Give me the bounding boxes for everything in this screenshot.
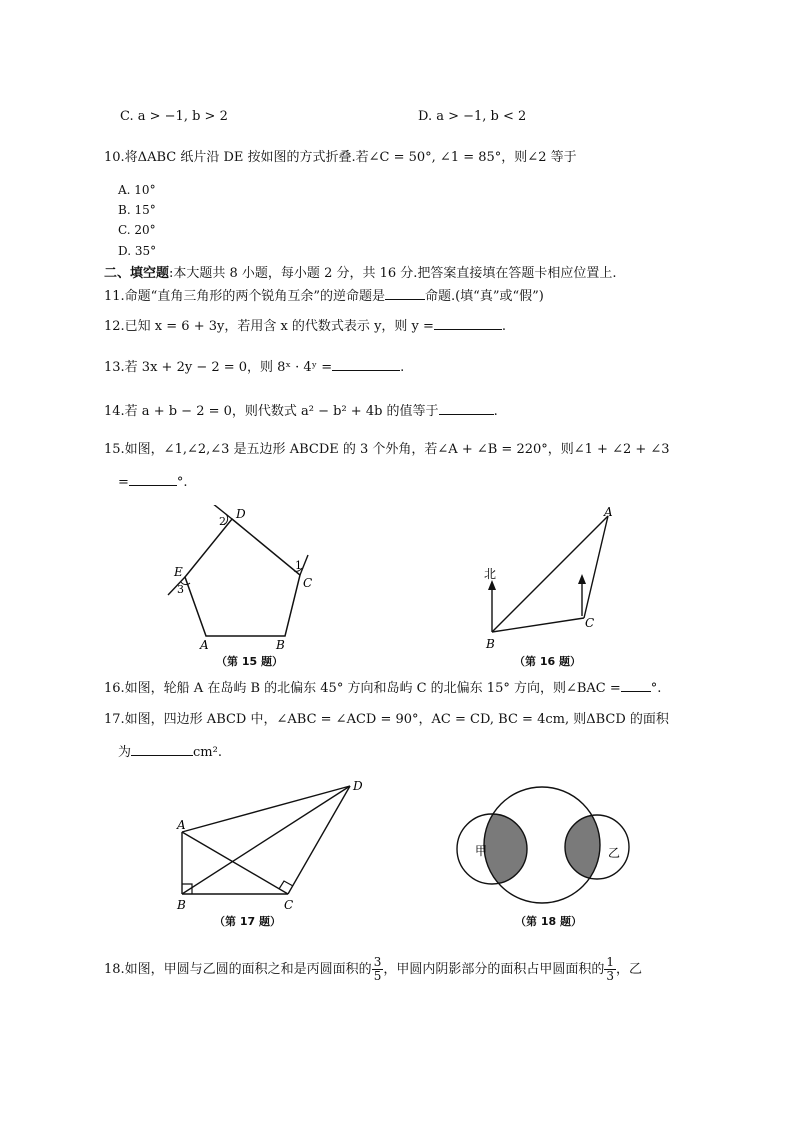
q18-part1: 18.如图，甲圆与乙圆的面积之和是丙圆面积的 [104, 962, 372, 977]
label-a: A [604, 505, 613, 519]
q16 [104, 679, 661, 698]
figure-16-bearing [470, 502, 630, 654]
label-jia: 甲 [475, 844, 488, 858]
north-arrow-b-icon [488, 580, 496, 590]
q11-text: 11.命题“直角三角形的两个锐角互余”的逆命题是 [104, 289, 385, 304]
diagonal-bd [182, 786, 350, 894]
label-1: 1 [295, 559, 302, 572]
q14 [104, 402, 498, 421]
section-2-instructions: :本大题共 8 小题，每小题 2 分，共 16 分.把答案直接填在答题卡相应位置上. [169, 266, 617, 281]
q10-option-a: A. 10° [118, 183, 156, 197]
figure-17-caption: （第 17 题） [214, 915, 281, 928]
q16-tail: °. [650, 681, 662, 696]
q11-answer-blank[interactable] [385, 287, 425, 300]
line-ba [492, 516, 608, 632]
side-cd [288, 786, 350, 894]
label-b: B [177, 898, 186, 912]
q17-text: 17.如图，四边形 ABCD 中，∠ABC = ∠ACD = 90°，AC = CD, BC = 4cm, 则ΔBCD 的面积 [104, 712, 669, 727]
q11 [104, 287, 544, 306]
q12-answer-blank[interactable] [434, 317, 502, 330]
q17-line2 [118, 743, 222, 762]
q15-eq: = [118, 475, 129, 490]
figure-15-pentagon [160, 505, 330, 675]
q11-tail: 命题.(填“真”或“假”) [424, 289, 544, 304]
q16-text: 16.如图，轮船 A 在岛屿 B 的北偏东 45° 方向和岛屿 C 的北偏东 15° 方向，则∠BAC = [104, 681, 621, 696]
label-a: A [200, 638, 209, 652]
label-yi: 乙 [608, 846, 621, 860]
label-e: E [174, 565, 183, 579]
q10-option-c: C. 20° [118, 223, 156, 237]
q12-tail: . [501, 319, 507, 334]
q13-tail: . [400, 360, 405, 375]
figure-18-circles [450, 785, 635, 910]
q10-stem: 10.将ΔABC 纸片沿 DE 按如图的方式折叠.若∠C = 50°, ∠1 = 85°，则∠2 等于 [104, 150, 577, 165]
q12-text: 12.已知 x = 6 + 3y，若用含 x 的代数式表示 y，则 y = [104, 319, 434, 334]
q17-prefix: 为 [118, 745, 132, 760]
q15-answer-blank[interactable] [129, 473, 177, 486]
label-c: C [284, 898, 294, 912]
q10-option-b: B. 15° [118, 203, 156, 217]
q18-fraction-1 [372, 956, 384, 983]
q18 [104, 955, 642, 985]
label-2: 2 [219, 515, 226, 528]
section-2-header [104, 265, 617, 283]
figure-16-caption: （第 16 题） [514, 655, 581, 668]
q14-answer-blank[interactable] [439, 402, 494, 415]
figure-15-caption: （第 15 题） [216, 655, 283, 668]
label-3: 3 [177, 583, 184, 596]
pentagon-shape [185, 519, 300, 636]
q18-part3: ，乙 [615, 962, 642, 977]
fraction-1-numerator: 3 [373, 955, 382, 969]
q15-text: 15.如图，∠1,∠2,∠3 是五边形 ABCDE 的 3 个外角，若∠A + ∠B = 220°，则∠1 + ∠2 + ∠3 [104, 442, 670, 457]
label-d: D [236, 507, 246, 521]
q12 [104, 317, 506, 336]
label-a: A [177, 818, 186, 832]
side-ad [182, 786, 350, 832]
q15-line2 [118, 473, 188, 492]
label-c: C [585, 616, 595, 630]
q9-option-c: C. a > −1, b > 2 [120, 109, 228, 124]
q14-text: 14.若 a + b − 2 = 0，则代数式 a² − b² + 4b 的值等于 [104, 404, 439, 419]
label-c: C [303, 576, 313, 590]
north-arrow-c-icon [578, 574, 586, 584]
line-ca [584, 516, 608, 618]
q13 [104, 358, 404, 377]
q18-part2: ，甲圆内阴影部分的面积占甲圆面积的 [383, 962, 605, 977]
fraction-1-denominator: 5 [373, 969, 382, 983]
label-b: B [276, 638, 285, 652]
diagonal-ac [182, 832, 288, 894]
q9-option-d: D. a > −1, b < 2 [418, 109, 527, 124]
q15-tail: °. [176, 475, 188, 490]
q17-tail: cm². [193, 745, 222, 760]
fraction-2-denominator: 3 [606, 969, 614, 983]
q16-answer-blank[interactable] [621, 679, 651, 692]
figure-17-quadrilateral [170, 778, 370, 914]
q13-answer-blank[interactable] [332, 358, 400, 371]
section-2-heading: 二、填空题 [104, 266, 170, 281]
q14-tail: . [493, 404, 498, 419]
q17-answer-blank[interactable] [131, 743, 193, 756]
line-bc [492, 618, 584, 632]
fraction-2-numerator: 1 [606, 955, 614, 969]
q18-fraction-2 [604, 956, 616, 983]
q10-option-d: D. 35° [118, 244, 157, 258]
q13-text: 13.若 3x + 2y − 2 = 0，则 8ˣ · 4ʸ = [104, 360, 333, 375]
label-d: D [353, 779, 363, 793]
label-b: B [486, 637, 495, 651]
figure-18-caption: （第 18 题） [515, 915, 582, 928]
label-north: 北 [484, 567, 497, 581]
